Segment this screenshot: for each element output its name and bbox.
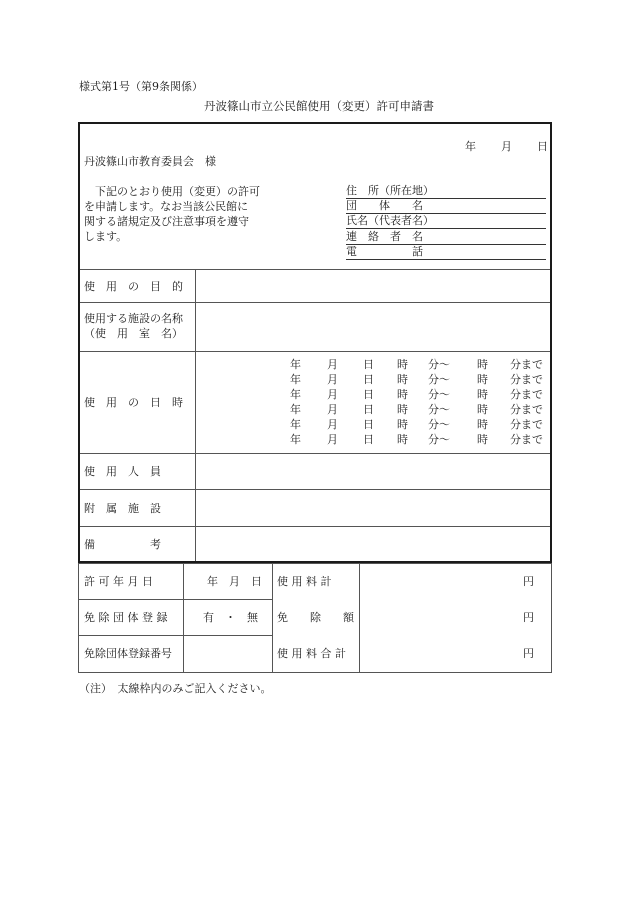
divider <box>80 269 550 270</box>
permit-date-value: 年 月 日 <box>207 575 262 588</box>
datetime-unit-label: 月 <box>327 403 338 416</box>
representative-name-label: 氏名（代表者名） <box>346 214 434 227</box>
datetime-unit-label: 日 <box>363 388 374 401</box>
representative-name-field[interactable] <box>346 214 546 229</box>
divider <box>195 269 196 561</box>
footnote: （注） 太線枠内のみご記入ください。 <box>79 682 272 695</box>
datetime-unit-label: 分〜 <box>428 403 450 416</box>
equipment-input[interactable] <box>197 491 549 525</box>
datetime-unit-label: 月 <box>327 418 338 431</box>
datetime-unit-label: 時 <box>477 358 488 371</box>
datetime-input-area[interactable] <box>197 353 549 452</box>
exemption-amount-label: 免 除 額 <box>277 611 354 624</box>
declaration-line: 下記のとおり使用（変更）の許可 <box>84 185 260 198</box>
page-title: 丹波篠山市立公民館使用（変更）許可申請書 <box>204 99 434 113</box>
datetime-unit-label: 月 <box>327 388 338 401</box>
datetime-unit-label: 分まで <box>510 373 543 386</box>
divider <box>359 563 360 673</box>
date-day-label: 日 <box>537 140 548 153</box>
datetime-unit-label: 年 <box>290 373 301 386</box>
permit-date-label: 許 可 年 月 日 <box>84 575 153 588</box>
datetime-unit-label: 日 <box>363 403 374 416</box>
exempt-number-label: 免除団体登録番号 <box>84 647 172 660</box>
declaration-line: します。 <box>84 230 128 243</box>
fee-total-unit: 円 <box>523 647 534 660</box>
organization-name-label: 団 体 名 <box>346 199 423 212</box>
datetime-unit-label: 時 <box>397 433 408 446</box>
facility-input[interactable] <box>197 304 549 350</box>
datetime-unit-label: 時 <box>397 403 408 416</box>
datetime-unit-label: 年 <box>290 433 301 446</box>
remarks-input[interactable] <box>197 528 549 561</box>
datetime-unit-label: 日 <box>363 373 374 386</box>
datetime-unit-label: 分まで <box>510 358 543 371</box>
form-number: 様式第1号（第9条関係） <box>79 80 203 93</box>
datetime-unit-label: 時 <box>477 418 488 431</box>
facility-label-line2: （使 用 室 名） <box>84 327 183 340</box>
fee-total-label: 使 用 料 合 計 <box>277 647 346 660</box>
date-year-label: 年 <box>465 140 476 153</box>
datetime-unit-label: 時 <box>477 433 488 446</box>
exempt-registration-value[interactable]: 有 ・ 無 <box>203 611 258 624</box>
address-field[interactable] <box>346 184 546 199</box>
attendees-input[interactable] <box>197 455 549 488</box>
phone-field[interactable] <box>346 245 546 260</box>
declaration-line: を申請します。なお当該公民館に <box>84 200 249 213</box>
equipment-label: 附 属 施 設 <box>84 502 161 515</box>
contact-person-field[interactable] <box>346 230 546 245</box>
datetime-unit-label: 分〜 <box>428 418 450 431</box>
addressee: 丹波篠山市教育委員会 様 <box>84 155 216 168</box>
datetime-unit-label: 分〜 <box>428 433 450 446</box>
divider <box>80 302 550 303</box>
attendees-label: 使 用 人 員 <box>84 465 161 478</box>
datetime-unit-label: 年 <box>290 403 301 416</box>
divider <box>78 635 272 636</box>
contact-person-label: 連 絡 者 名 <box>346 230 423 243</box>
datetime-unit-label: 分〜 <box>428 388 450 401</box>
datetime-unit-label: 月 <box>327 373 338 386</box>
datetime-unit-label: 時 <box>477 373 488 386</box>
datetime-unit-label: 分まで <box>510 433 543 446</box>
declaration-line: 関する諸規定及び注意事項を遵守 <box>84 215 249 228</box>
datetime-unit-label: 時 <box>397 373 408 386</box>
purpose-input[interactable] <box>197 271 549 301</box>
divider <box>272 563 273 673</box>
purpose-label <box>84 280 190 293</box>
datetime-unit-label: 月 <box>327 358 338 371</box>
organization-name-field[interactable] <box>346 199 546 214</box>
exempt-registration-label: 免 除 団 体 登 録 <box>84 611 168 624</box>
datetime-unit-label: 年 <box>290 418 301 431</box>
divider <box>78 599 272 600</box>
divider <box>183 563 184 673</box>
datetime-unit-label: 時 <box>477 388 488 401</box>
datetime-unit-label: 分まで <box>510 388 543 401</box>
datetime-unit-label: 年 <box>290 358 301 371</box>
exempt-number-input[interactable] <box>185 637 271 672</box>
datetime-unit-label: 分〜 <box>428 358 450 371</box>
divider <box>80 351 550 352</box>
datetime-unit-label: 時 <box>397 388 408 401</box>
facility-label-line1: 使用する施設の名称 <box>84 312 183 325</box>
exemption-amount-unit: 円 <box>523 611 534 624</box>
datetime-unit-label: 時 <box>397 358 408 371</box>
datetime-unit-label: 日 <box>363 358 374 371</box>
datetime-unit-label: 分まで <box>510 418 543 431</box>
datetime-unit-label: 分〜 <box>428 373 450 386</box>
divider <box>80 526 550 527</box>
phone-label: 電 話 <box>346 245 423 258</box>
divider <box>80 453 550 454</box>
fee-subtotal-unit: 円 <box>523 575 534 588</box>
address-label: 住 所（所在地） <box>346 184 434 197</box>
datetime-label: 使 用 の 日 時 <box>84 396 183 409</box>
fee-subtotal-label: 使 用 料 計 <box>277 575 332 588</box>
date-month-label: 月 <box>501 140 512 153</box>
datetime-unit-label: 日 <box>363 418 374 431</box>
purpose-label-text: 使 用 の 目 的 <box>84 280 183 293</box>
divider <box>80 489 550 490</box>
datetime-unit-label: 年 <box>290 388 301 401</box>
datetime-unit-label: 日 <box>363 433 374 446</box>
datetime-unit-label: 時 <box>397 418 408 431</box>
datetime-unit-label: 月 <box>327 433 338 446</box>
datetime-unit-label: 分まで <box>510 403 543 416</box>
remarks-label: 備 考 <box>84 538 161 551</box>
datetime-unit-label: 時 <box>477 403 488 416</box>
